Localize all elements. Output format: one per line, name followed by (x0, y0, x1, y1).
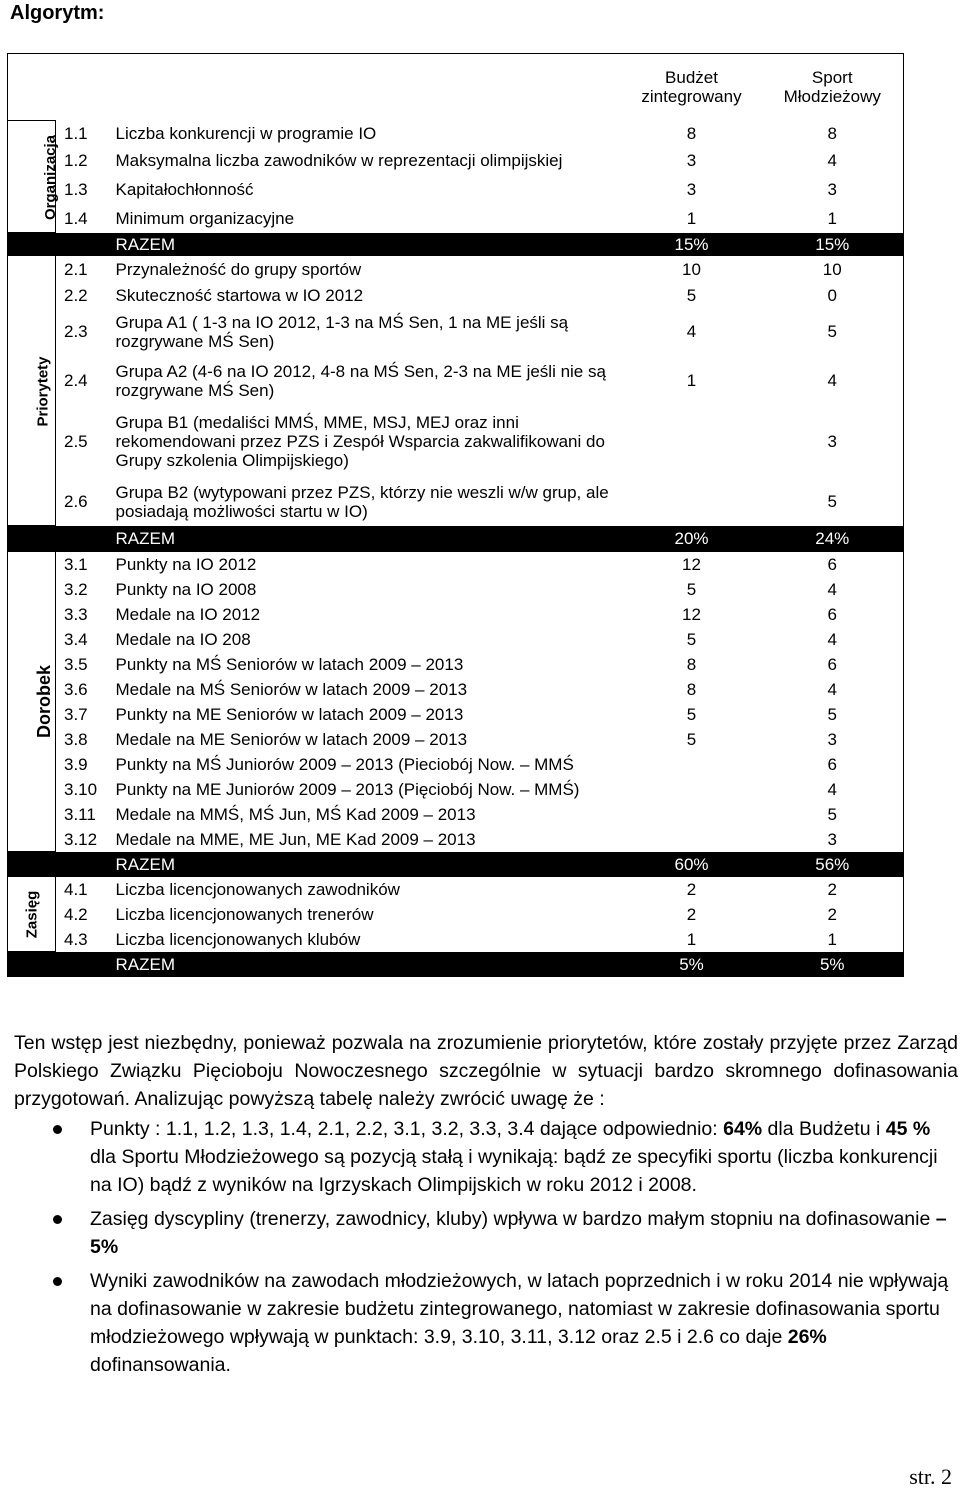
row-label: Grupa A1 ( 1-3 na IO 2012, 1-3 na MŚ Sen, 1 na ME jeśli są rozgrywane MŚ Sen) (115, 312, 569, 351)
bullet-text: Wyniki zawodników na zawodach młodzieżowych, w latach poprzednich i w roku 2014 nie wpływają na dofinasowanie w zakresie budżetu zintegrowanego, natomiast w zakresie dofinasowania sportu młodzieżowego wpływają w punktach: 3.9, 3.10, 3.11, 3.12 oraz 2.5 i 2.6 co daje (90, 1270, 949, 1348)
intro-paragraph: Ten wstęp jest niezbędny, ponieważ pozwala na zrozumienie priorytetów, które zostały przyjęte przez Zarząd Polskiego Związku Pięcioboju Nowoczesnego szczególnie w sytuacji bardzo skromnego dofinasowania przygotowań. Analizując powyższą tabelę należy zwrócić uwagę że : (14, 1032, 958, 1110)
total-youth: 56% (762, 852, 904, 877)
row-label: Liczba licencjonowanych trenerów (115, 904, 374, 924)
bold-value: 26% (787, 1326, 827, 1348)
table-row (8, 356, 904, 406)
table-row (8, 308, 904, 356)
table-row (8, 677, 904, 702)
row-youth-value: 2 (762, 877, 904, 902)
table-row (8, 727, 904, 752)
col-header-youth: Sport Młodzieżowy (762, 54, 904, 121)
total-budget: 60% (622, 852, 762, 877)
row-youth-value: 5 (762, 308, 904, 356)
total-row (8, 952, 904, 977)
bullet-item (50, 1115, 960, 1199)
row-number: 3.12 (64, 829, 98, 849)
row-label: Grupa B2 (wytypowani przez PZS, którzy nie weszli w/w grup, ale posiadają możliwości startu w IO) (115, 482, 609, 521)
row-number: 4.1 (64, 879, 88, 899)
bold-value: 64% (723, 1118, 763, 1140)
total-label: RAZEM (108, 952, 622, 977)
total-row (8, 526, 904, 552)
bullet-icon (53, 1125, 62, 1134)
bullet-text: Zasięg dyscypliny (trenerzy, zawodnicy, kluby) wpływa w bardzo małym stopniu na dofinasowanie (90, 1208, 936, 1230)
row-budget-value (622, 827, 762, 852)
table-row (8, 927, 904, 952)
section-text: Organizacja (42, 134, 60, 220)
row-label: Punkty na MŚ Seniorów w latach 2009 – 2013 (115, 654, 464, 674)
row-number: 3.11 (64, 804, 96, 824)
row-budget-value: 1 (686, 929, 697, 949)
row-label: Grupa A2 (4-6 na IO 2012, 4-8 na MŚ Sen, 2-3 na ME jeśli nie są rozgrywane MŚ Sen) (115, 361, 606, 400)
total-spacer (56, 526, 108, 552)
row-budget-value: 5 (686, 704, 697, 724)
row-number: 1.4 (64, 208, 88, 228)
row-number: 2.1 (64, 259, 88, 279)
total-spacer (56, 952, 108, 977)
page-heading: Algorytm: (10, 2, 105, 24)
row-youth-value: 3 (762, 175, 904, 204)
bullet-list (50, 1115, 960, 1385)
row-youth-value: 5 (762, 478, 904, 526)
row-budget-value (622, 802, 762, 827)
row-youth-value: 6 (762, 652, 904, 677)
section-label-zasieg (8, 877, 56, 952)
row-youth-value: 4 (762, 677, 904, 702)
total-spacer (8, 952, 56, 977)
row-label: Kapitałochłonność (115, 179, 254, 199)
total-youth: 15% (762, 233, 904, 256)
row-youth-value: 8 (762, 121, 904, 146)
row-youth-value: 4 (762, 146, 904, 175)
row-youth-value: 6 (762, 552, 904, 577)
row-label: Medale na IO 208 (115, 629, 251, 649)
total-label: RAZEM (108, 233, 622, 256)
total-spacer (8, 526, 56, 552)
total-row (8, 233, 904, 256)
total-label: RAZEM (108, 526, 622, 552)
row-youth-value: 4 (762, 577, 904, 602)
row-youth-value: 4 (762, 356, 904, 406)
row-label: Liczba licencjonowanych klubów (115, 929, 361, 949)
bullet-item (50, 1205, 960, 1261)
row-label: Grupa B1 (medaliści MMŚ, MME, MSJ, MEJ oraz inni rekomendowani przez PZS i Zespół Wsparcia zakwalifikowani do Grupy szkolenia Olimpijskiego) (115, 413, 605, 470)
row-number: 4.2 (64, 904, 88, 924)
row-budget-value: 3 (686, 179, 697, 199)
section-text: Priorytety (34, 355, 52, 427)
table-row (8, 902, 904, 927)
row-label: Medale na MŚ Seniorów w latach 2009 – 2013 (115, 679, 468, 699)
row-youth-value: 5 (762, 802, 904, 827)
row-number: 3.1 (64, 554, 88, 574)
row-budget-value (622, 777, 762, 802)
bullet-text: dofinansowania. (90, 1354, 231, 1376)
section-label-dorobek (8, 552, 56, 852)
total-spacer (56, 233, 108, 256)
row-budget-value (622, 478, 762, 526)
total-spacer (8, 852, 56, 877)
row-youth-value: 1 (762, 204, 904, 233)
row-number: 2.5 (64, 432, 88, 451)
row-youth-value: 1 (762, 927, 904, 952)
table-row (8, 204, 904, 233)
row-number: 3.10 (64, 779, 98, 799)
row-budget-value: 3 (686, 150, 697, 170)
table-row (8, 552, 904, 577)
row-budget-value: 12 (682, 554, 701, 574)
row-budget-value: 8 (686, 679, 697, 699)
table-row (8, 283, 904, 308)
row-number: 3.5 (64, 654, 88, 674)
algorithm-table (7, 53, 904, 977)
row-budget-value: 4 (686, 322, 697, 341)
total-budget: 20% (622, 526, 762, 552)
total-spacer (8, 233, 56, 256)
table-row (8, 777, 904, 802)
bullet-item (50, 1267, 960, 1379)
total-spacer (56, 852, 108, 877)
total-youth: 5% (762, 952, 904, 977)
row-youth-value: 4 (762, 777, 904, 802)
table-row (8, 827, 904, 852)
row-youth-value: 3 (762, 727, 904, 752)
row-label: Punkty na ME Seniorów w latach 2009 – 2013 (115, 704, 464, 724)
row-label: Skuteczność startowa w IO 2012 (115, 285, 364, 305)
bullet-icon (53, 1277, 62, 1286)
bullet-text: dla Budżetu i (762, 1118, 886, 1140)
row-label: Punkty na MŚ Juniorów 2009 – 2013 (Pieciobój Now. – MMŚ (115, 754, 574, 774)
table-row (8, 802, 904, 827)
table-row (8, 175, 904, 204)
table-row (8, 478, 904, 526)
row-budget-value: 5 (686, 629, 697, 649)
row-budget-value: 5 (686, 579, 697, 599)
table-row (8, 121, 904, 146)
row-number: 1.2 (64, 150, 88, 170)
table-row (8, 602, 904, 627)
table-row (8, 752, 904, 777)
row-budget-value: 1 (686, 208, 697, 228)
row-budget-value: 1 (686, 371, 697, 390)
row-youth-value: 3 (762, 406, 904, 478)
row-number: 1.1 (64, 123, 88, 143)
row-youth-value: 2 (762, 902, 904, 927)
row-number: 2.6 (64, 492, 88, 511)
row-youth-value: 3 (762, 827, 904, 852)
row-number: 3.3 (64, 604, 88, 624)
row-youth-value: 10 (762, 256, 904, 283)
page-number: str. 2 (909, 1464, 952, 1489)
row-number: 3.9 (64, 754, 88, 774)
section-text: Zasięg (23, 890, 41, 939)
table-row (8, 877, 904, 902)
row-number: 4.3 (64, 929, 88, 949)
row-number: 3.6 (64, 679, 88, 699)
row-number: 2.2 (64, 285, 88, 305)
row-label: Punkty na IO 2008 (115, 579, 257, 599)
bold-value: – 5% (90, 1208, 947, 1258)
row-budget-value (622, 752, 762, 777)
total-row (8, 852, 904, 877)
row-budget-value: 8 (686, 654, 697, 674)
row-budget-value: 10 (682, 259, 701, 279)
row-label: Przynależność do grupy sportów (115, 259, 362, 279)
row-budget-value: 8 (686, 123, 697, 143)
row-label: Punkty na IO 2012 (115, 554, 257, 574)
row-number: 2.3 (64, 322, 88, 341)
row-budget-value: 2 (686, 904, 697, 924)
table-row (8, 627, 904, 652)
bullet-text: Punkty : 1.1, 1.2, 1.3, 1.4, 2.1, 2.2, 3.1, 3.2, 3.3, 3.4 dające odpowiednio: (90, 1118, 724, 1140)
row-youth-value: 0 (762, 283, 904, 308)
section-text: Dorobek (34, 664, 55, 739)
row-budget-value: 5 (686, 285, 697, 305)
table-row (8, 652, 904, 677)
row-youth-value: 6 (762, 752, 904, 777)
row-youth-value: 5 (762, 702, 904, 727)
bullet-icon (53, 1215, 62, 1224)
total-budget: 5% (622, 952, 762, 977)
total-youth: 24% (762, 526, 904, 552)
section-label-org (8, 121, 60, 233)
table-row (8, 702, 904, 727)
row-label: Medale na IO 2012 (115, 604, 261, 624)
row-label: Punkty na ME Juniorów 2009 – 2013 (Pięciobój Now. – MMŚ) (115, 779, 580, 799)
row-label: Medale na MME, ME Jun, ME Kad 2009 – 2013 (115, 829, 476, 849)
table-row (8, 146, 904, 175)
row-number: 3.8 (64, 729, 88, 749)
row-budget-value: 2 (686, 879, 697, 899)
row-label: Maksymalna liczba zawodników w reprezentacji olimpijskiej (115, 150, 563, 170)
row-label: Liczba licencjonowanych zawodników (115, 879, 400, 899)
row-youth-value: 4 (762, 627, 904, 652)
total-label: RAZEM (108, 852, 622, 877)
row-label: Medale na MMŚ, MŚ Jun, MŚ Kad 2009 – 2013 (115, 804, 476, 824)
row-budget-value: 5 (686, 729, 697, 749)
bold-value: 45 % (885, 1118, 931, 1140)
row-number: 1.3 (64, 179, 88, 199)
row-number: 3.7 (64, 704, 88, 724)
table-row (8, 406, 904, 478)
row-label: Liczba konkurencji w programie IO (115, 123, 377, 143)
row-budget-value: 12 (682, 604, 701, 624)
row-number: 3.4 (64, 629, 88, 649)
row-youth-value: 6 (762, 602, 904, 627)
table-row (8, 256, 904, 283)
row-number: 2.4 (64, 371, 88, 390)
row-budget-value (622, 406, 762, 478)
total-budget: 15% (622, 233, 762, 256)
table-row (8, 577, 904, 602)
col-header-budget: Budżet zintegrowany (622, 54, 762, 121)
section-label-prio (8, 256, 56, 526)
bullet-text: dla Sportu Młodzieżowego są pozycją stałą i wynikają: bądź ze specyfiki sportu (liczba konkurencji na IO) bądź z wyników na Igrzyskach Olimpijskich w roku 2012 i 2008. (90, 1146, 938, 1196)
row-number: 3.2 (64, 579, 88, 599)
row-label: Medale na ME Seniorów w latach 2009 – 2013 (115, 729, 468, 749)
row-label: Minimum organizacyjne (115, 208, 295, 228)
